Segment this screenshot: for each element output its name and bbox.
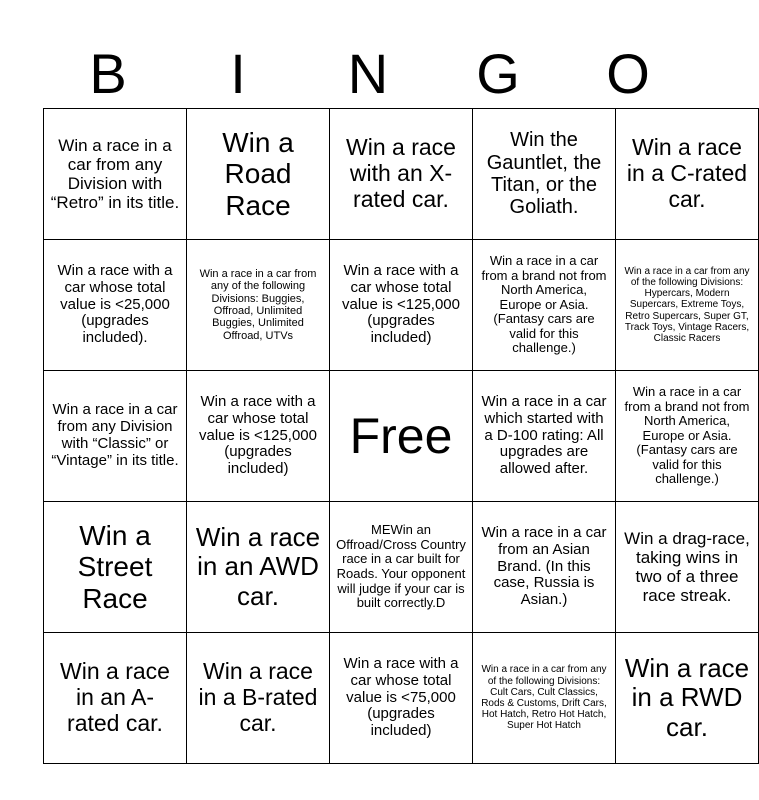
bingo-cell[interactable]: Win a race in a car from a brand not from North America, Europe or Asia. (Fantasy cars are valid for this challenge.) — [616, 371, 759, 502]
bingo-cell[interactable]: Win a race with a car whose total value is <25,000 (upgrades included). — [44, 240, 187, 371]
bingo-cell[interactable]: Win a race in an A-rated car. — [44, 633, 187, 764]
bingo-cell[interactable]: Win a race in a car from any of the following Divisions: Hypercars, Modern Supercars, Extreme Toys, Retro Supercars, Super GT, Track Toys, Vintage Racers, Classic Racers — [616, 240, 759, 371]
bingo-cell[interactable]: Win a race in a car from any Division with “Classic” or “Vintage” in its title. — [44, 371, 187, 502]
grid-row — [44, 633, 759, 764]
header-letter-b: B — [89, 42, 127, 105]
bingo-header — [43, 40, 693, 108]
bingo-cell[interactable]: Win the Gauntlet, the Titan, or the Goliath. — [473, 109, 616, 240]
free-space[interactable]: Free — [330, 371, 473, 502]
bingo-cell[interactable]: Win a race with a car whose total value is <75,000 (upgrades included) — [330, 633, 473, 764]
bingo-cell[interactable]: Win a race in a car which started with a D-100 rating: All upgrades are allowed after. — [473, 371, 616, 502]
bingo-cell[interactable]: Win a race in a car from any Division with “Retro” in its title. — [44, 109, 187, 240]
bingo-cell[interactable]: Win a Street Race — [44, 502, 187, 633]
bingo-cell[interactable]: Win a race in a car from any of the following Divisions: Cult Cars, Cult Classics, Rods & Customs, Drift Cars, Hot Hatch, Retro Hot Hatch, Super Hot Hatch — [473, 633, 616, 764]
header-letter-i: I — [230, 42, 246, 105]
bingo-cell[interactable]: Win a race in a car from a brand not from North America, Europe or Asia. (Fantasy cars are valid for this challenge.) — [473, 240, 616, 371]
bingo-cell[interactable]: MEWin an Offroad/Cross Country race in a car built for Roads. Your opponent will judge if your car is built correctly.D — [330, 502, 473, 633]
grid-row — [44, 502, 759, 633]
bingo-cell[interactable]: Win a race in a RWD car. — [616, 633, 759, 764]
bingo-cell[interactable]: Win a race in a car from any of the following Divisions: Buggies, Offroad, Unlimited Buggies, Unlimited Offroad, UTVs — [187, 240, 330, 371]
header-letter-g: G — [476, 42, 520, 105]
bingo-cell[interactable]: Win a race in a B-rated car. — [187, 633, 330, 764]
bingo-cell[interactable]: Win a Road Race — [187, 109, 330, 240]
grid-row — [44, 240, 759, 371]
bingo-cell[interactable]: Win a race with a car whose total value is <125,000 (upgrades included) — [187, 371, 330, 502]
header-letter-n: N — [347, 42, 389, 105]
bingo-cell[interactable]: Win a race in a car from an Asian Brand. (In this case, Russia is Asian.) — [473, 502, 616, 633]
bingo-cell[interactable]: Win a race in a C-rated car. — [616, 109, 759, 240]
bingo-cell[interactable]: Win a race in an AWD car. — [187, 502, 330, 633]
grid-row — [44, 371, 759, 502]
bingo-cell[interactable]: Win a race with a car whose total value is <125,000 (upgrades included) — [330, 240, 473, 371]
header-letter-o: O — [606, 42, 650, 105]
bingo-cell[interactable]: Win a race with an X-rated car. — [330, 109, 473, 240]
bingo-cell[interactable]: Win a drag-race, taking wins in two of a three race streak. — [616, 502, 759, 633]
grid-row — [44, 109, 759, 240]
bingo-grid — [43, 108, 759, 764]
